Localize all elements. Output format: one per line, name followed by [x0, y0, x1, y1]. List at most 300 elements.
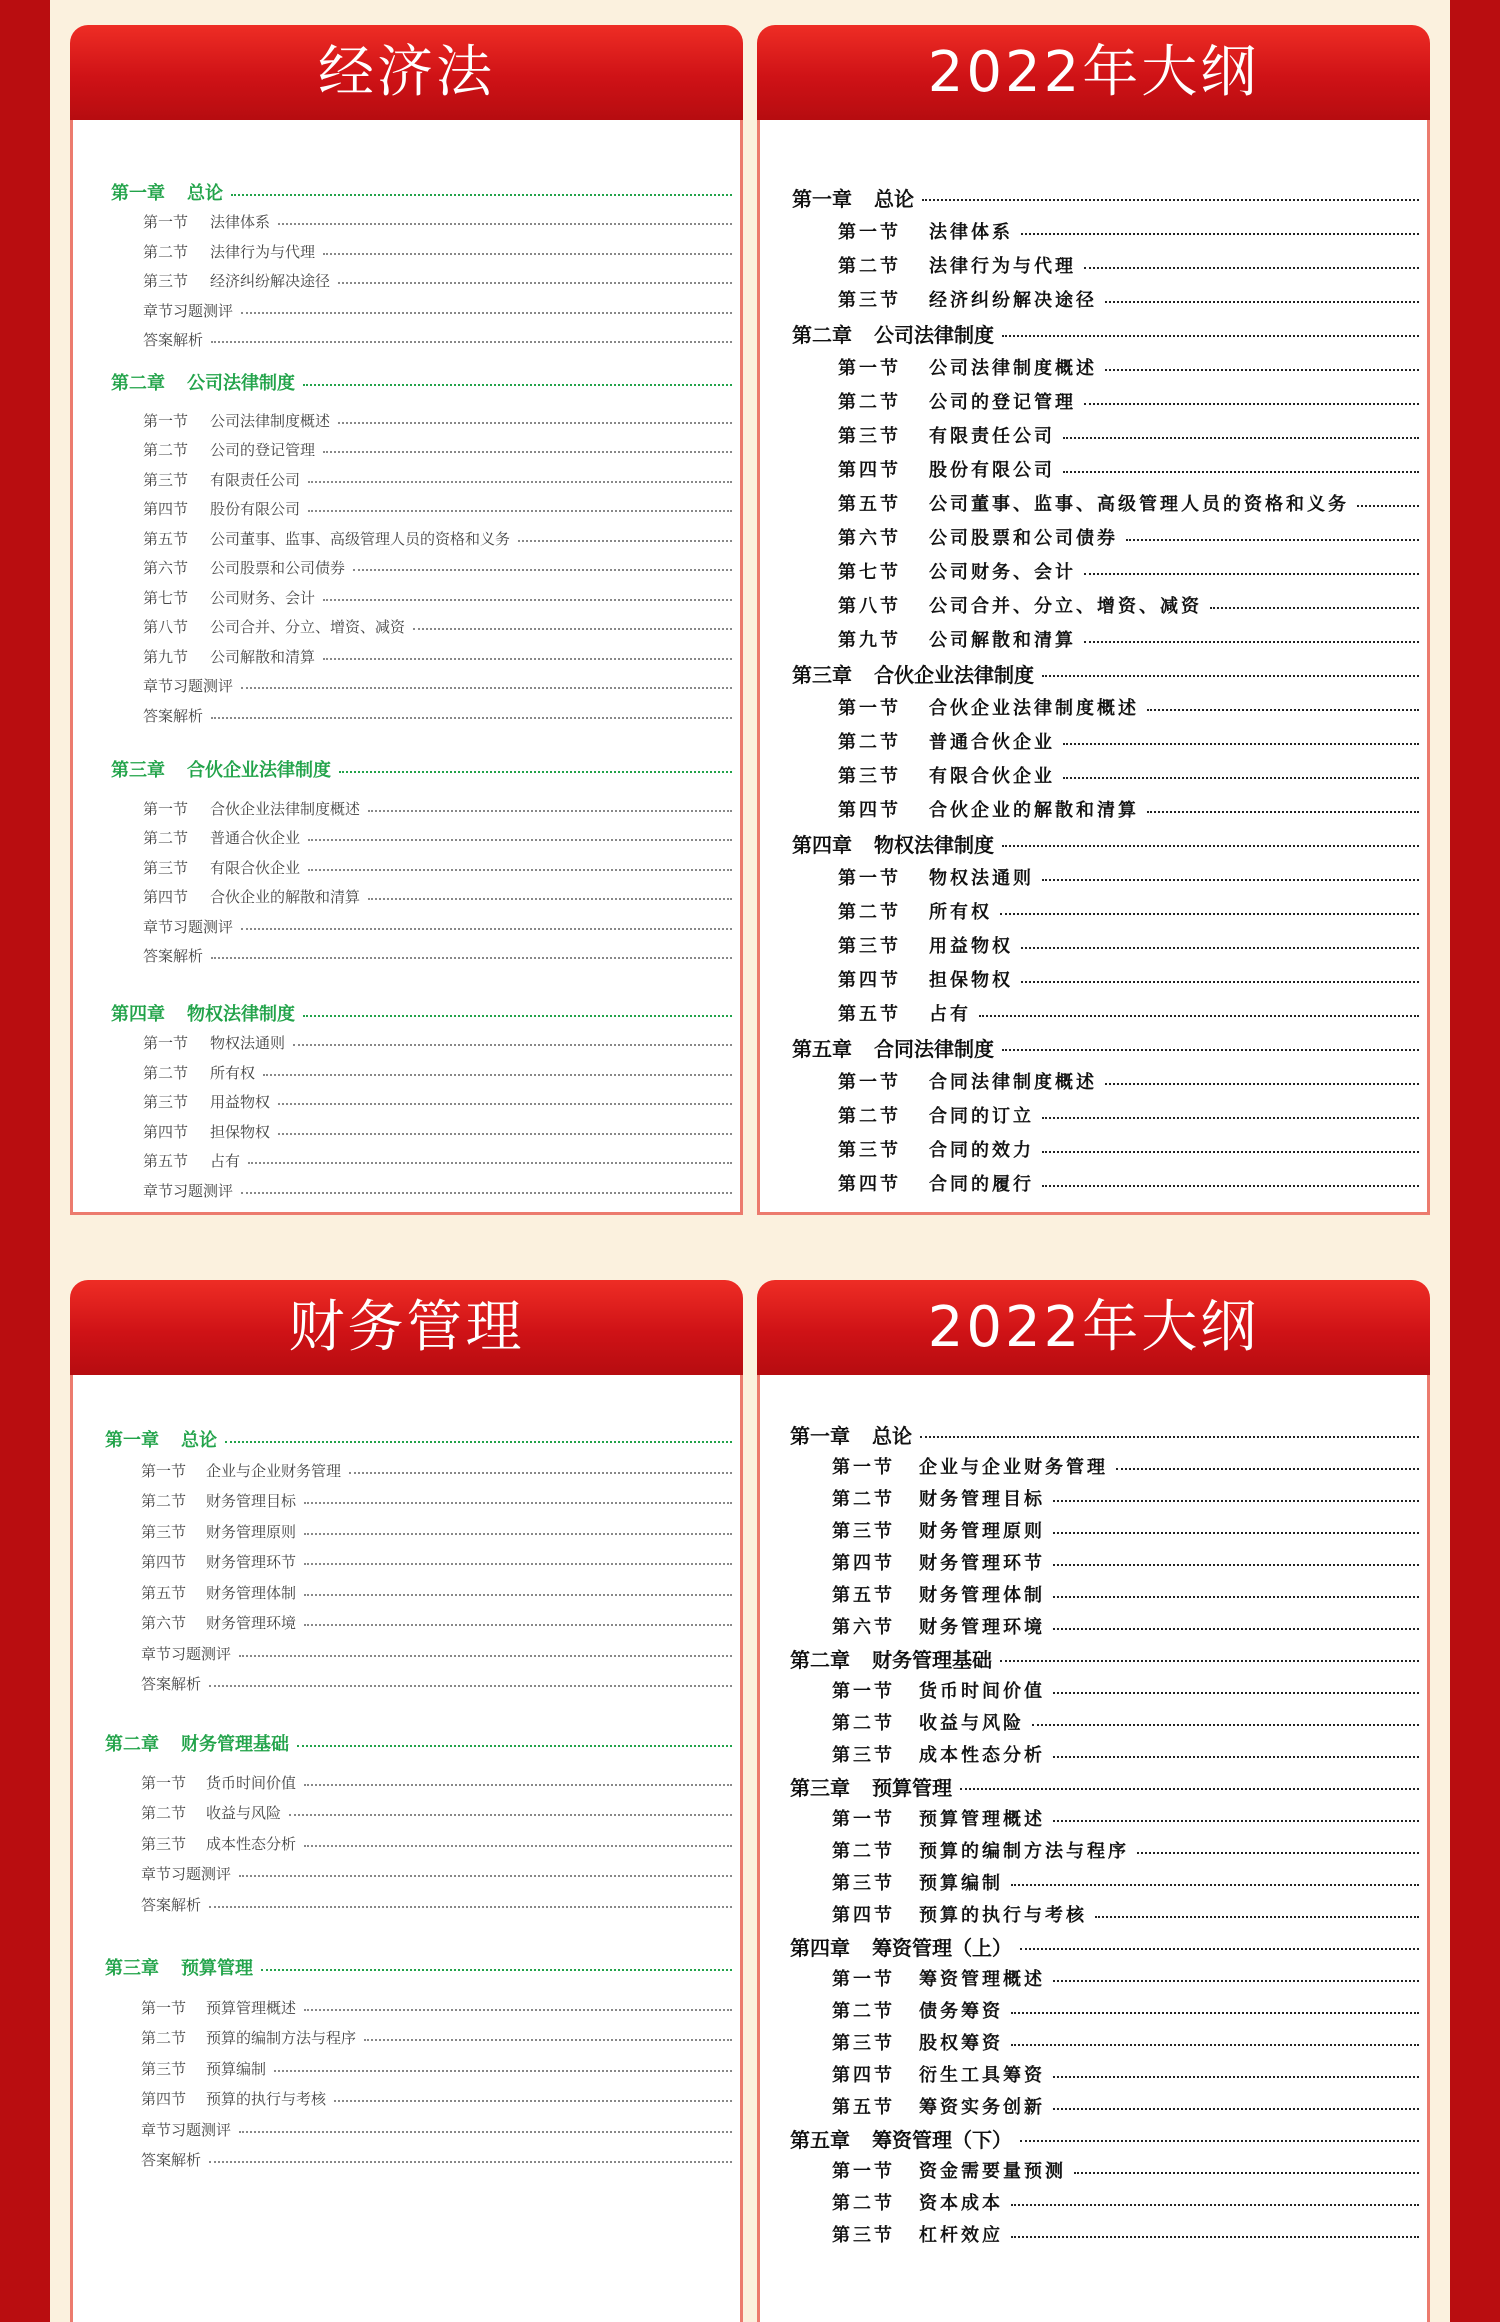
toc-list — [70, 1375, 743, 2322]
toc-section — [838, 490, 1419, 516]
toc-title: 章节习题测评 — [141, 2120, 232, 2139]
toc-entry-text — [838, 796, 1139, 822]
toc-number: 第四节 — [838, 970, 901, 991]
dot-leader — [1210, 607, 1419, 609]
dot-leader — [1063, 437, 1419, 439]
toc-chapter — [111, 756, 732, 782]
toc-entry-text — [143, 587, 315, 608]
toc-entry-text — [832, 1901, 1087, 1927]
toc-number: 第六节 — [832, 1617, 895, 1638]
toc-number: 第二节 — [838, 256, 901, 277]
dot-leader — [289, 1814, 732, 1816]
toc-entry-text — [143, 827, 300, 848]
toc-section — [143, 466, 732, 492]
toc-title: 货币时间价值 — [919, 1681, 1045, 1702]
dot-leader — [518, 540, 732, 542]
dot-leader — [241, 1192, 732, 1194]
dot-leader — [304, 1784, 732, 1786]
toc-number: 第六节 — [838, 528, 901, 549]
toc-number: 第三节 — [141, 1522, 187, 1541]
toc-entry-text — [105, 1954, 253, 1980]
dot-leader — [1116, 1468, 1419, 1470]
dot-leader — [1020, 1948, 1419, 1950]
toc-title: 章节习题测评 — [143, 676, 234, 695]
toc-section — [832, 1517, 1419, 1543]
toc-number: 第三节 — [838, 290, 901, 311]
dot-leader — [1105, 301, 1419, 303]
toc-entry-text — [832, 2093, 1045, 2119]
toc-entry-text — [790, 1772, 952, 1801]
dot-leader — [211, 717, 732, 719]
dot-leader — [209, 1906, 732, 1908]
toc-number: 第二节 — [143, 828, 189, 847]
toc-number: 第九节 — [143, 647, 189, 666]
toc-section — [832, 2157, 1419, 2183]
toc-title: 合伙企业的解散和清算 — [210, 887, 361, 906]
toc-entry-text — [838, 286, 1097, 312]
dot-leader — [1021, 947, 1419, 949]
toc-title: 经济纠纷解决途径 — [210, 271, 331, 290]
toc-section — [143, 436, 732, 462]
toc-number: 第四节 — [838, 800, 901, 821]
toc-entry-text — [141, 1643, 231, 1664]
toc-entry-text — [143, 1180, 233, 1201]
dot-leader — [1011, 2204, 1419, 2206]
toc-section — [141, 1994, 732, 2020]
toc-number: 第三节 — [143, 470, 189, 489]
toc-entry-text — [141, 1833, 296, 1854]
panel-title: 财务管理 — [288, 1295, 525, 1360]
toc-title: 公司解散和清算 — [929, 630, 1076, 651]
toc-number: 第二章 — [792, 322, 852, 347]
toc-entry-text — [141, 1863, 231, 1884]
toc-title: 公司法律制度 — [874, 322, 994, 347]
toc-number: 第二节 — [832, 1841, 895, 1862]
toc-section — [838, 626, 1419, 652]
toc-title: 财务管理体制 — [919, 1585, 1045, 1606]
toc-section — [143, 883, 732, 909]
dot-leader — [979, 1015, 1419, 1017]
toc-entry-text — [832, 1869, 1003, 1895]
toc-section — [832, 1581, 1419, 1607]
toc-section — [143, 702, 732, 728]
dot-leader — [1084, 267, 1419, 269]
toc-title: 预算的执行与考核 — [919, 1905, 1087, 1926]
toc-number: 第二节 — [143, 440, 189, 459]
toc-entry-text — [838, 252, 1076, 278]
toc-title: 成本性态分析 — [206, 1834, 297, 1853]
toc-entry-text — [143, 916, 233, 937]
toc-section — [832, 1613, 1419, 1639]
toc-title: 预算的编制方法与程序 — [919, 1841, 1129, 1862]
toc-title: 公司解散和清算 — [210, 647, 316, 666]
dot-leader — [308, 510, 732, 512]
dot-leader — [1000, 1660, 1419, 1662]
toc-chapter — [105, 1730, 732, 1756]
toc-entry-text — [143, 439, 315, 460]
toc-title: 公司财务、会计 — [210, 588, 316, 607]
toc-section — [141, 1457, 732, 1483]
panel-title: 经济法 — [318, 40, 495, 105]
toc-title: 合伙企业法律制度 — [874, 662, 1034, 687]
toc-number: 第一节 — [141, 1773, 187, 1792]
toc-entry-text — [838, 490, 1349, 516]
toc-list — [757, 120, 1430, 1215]
toc-number: 第二节 — [832, 2193, 895, 2214]
dot-leader — [231, 194, 732, 196]
toc-section — [832, 1869, 1419, 1895]
toc-number: 第二节 — [838, 1106, 901, 1127]
toc-entry-text — [141, 1802, 281, 1823]
toc-entry-text — [792, 319, 994, 348]
toc-entry-text — [838, 898, 992, 924]
toc-section — [832, 2221, 1419, 2247]
toc-title: 章节习题测评 — [141, 1864, 232, 1883]
toc-title: 担保物权 — [929, 970, 1013, 991]
toc-chapter — [790, 2125, 1419, 2151]
toc-entry-text — [143, 498, 300, 519]
panel-economic-law — [70, 25, 743, 1215]
toc-section — [838, 898, 1419, 924]
dot-leader — [323, 658, 732, 660]
toc-entry-text — [143, 1032, 285, 1053]
toc-number: 第三节 — [141, 2059, 187, 2078]
toc-number: 第一节 — [832, 1969, 895, 1990]
toc-title: 股份有限公司 — [929, 460, 1055, 481]
toc-entry-text — [141, 2149, 201, 2170]
toc-title: 预算的编制方法与程序 — [206, 2028, 357, 2047]
toc-entry-text — [143, 886, 360, 907]
dot-leader — [304, 1594, 732, 1596]
toc-section — [143, 326, 732, 352]
toc-title: 财务管理目标 — [206, 1491, 297, 1510]
toc-section — [141, 1830, 732, 1856]
toc-entry-text — [141, 1551, 296, 1572]
dot-leader — [278, 223, 732, 225]
dot-leader — [239, 1655, 732, 1657]
toc-entry-text — [790, 2124, 1012, 2153]
toc-section — [143, 672, 732, 698]
dot-leader — [353, 569, 732, 571]
toc-title: 财务管理体制 — [206, 1583, 297, 1602]
toc-list — [70, 120, 743, 1215]
dot-leader — [1042, 1185, 1419, 1187]
toc-number: 第一节 — [143, 799, 189, 818]
toc-section — [141, 1548, 732, 1574]
toc-section — [143, 613, 732, 639]
toc-title: 预算编制 — [919, 1873, 1003, 1894]
toc-section — [143, 208, 732, 234]
toc-number: 第一节 — [141, 1998, 187, 2017]
toc-number: 第三节 — [832, 2033, 895, 2054]
toc-title: 总论 — [181, 1430, 217, 1451]
dot-leader — [1053, 1500, 1419, 1502]
toc-title: 用益物权 — [929, 936, 1013, 957]
toc-entry-text — [111, 756, 331, 782]
toc-entry-text — [792, 659, 1034, 688]
toc-number: 第六节 — [141, 1613, 187, 1632]
toc-title: 财务管理环节 — [206, 1552, 297, 1571]
toc-section — [832, 2189, 1419, 2215]
dot-leader — [304, 2009, 732, 2011]
toc-number: 第三章 — [111, 760, 165, 781]
panel-header — [70, 1280, 743, 1375]
toc-title: 财务管理原则 — [919, 1521, 1045, 1542]
toc-section — [838, 762, 1419, 788]
toc-title: 衍生工具筹资 — [919, 2065, 1045, 2086]
toc-title: 公司法律制度 — [187, 373, 295, 394]
toc-number: 第三章 — [792, 662, 852, 687]
dot-leader — [1021, 981, 1419, 983]
dot-leader — [413, 628, 732, 630]
toc-chapter — [105, 1426, 732, 1452]
toc-section — [838, 864, 1419, 890]
dot-leader — [1011, 2012, 1419, 2014]
toc-entry-text — [143, 616, 405, 637]
toc-number: 第五节 — [832, 1585, 895, 1606]
toc-section — [838, 388, 1419, 414]
panel-header — [757, 25, 1430, 120]
dot-leader — [339, 771, 732, 773]
dot-leader — [241, 687, 732, 689]
toc-section — [838, 728, 1419, 754]
toc-number: 第三节 — [832, 2225, 895, 2246]
toc-number: 第三节 — [838, 1140, 901, 1161]
toc-title: 章节习题测评 — [143, 1181, 234, 1200]
toc-title: 公司董事、监事、高级管理人员的资格和义务 — [929, 494, 1349, 515]
toc-entry-text — [838, 1170, 1034, 1196]
toc-number: 第二节 — [838, 732, 901, 753]
toc-number: 第三节 — [143, 1092, 189, 1111]
toc-title: 合伙企业法律制度概述 — [210, 799, 361, 818]
toc-title: 有限责任公司 — [929, 426, 1055, 447]
toc-title: 答案解析 — [141, 2150, 202, 2169]
toc-title: 财务管理基础 — [872, 1647, 992, 1672]
toc-title: 普通合伙企业 — [210, 828, 301, 847]
toc-number: 第二节 — [141, 1803, 187, 1822]
toc-number: 第七节 — [143, 588, 189, 607]
toc-title: 财务管理环境 — [206, 1613, 297, 1632]
toc-chapter — [790, 1933, 1419, 1959]
dot-leader — [1084, 573, 1419, 575]
toc-section — [832, 2061, 1419, 2087]
toc-entry-text — [143, 469, 300, 490]
toc-entry-text — [143, 945, 203, 966]
toc-number: 第三章 — [105, 1958, 159, 1979]
toc-title: 筹资管理（上） — [872, 1935, 1012, 1960]
toc-title: 筹资管理概述 — [919, 1969, 1045, 1990]
toc-number: 第四节 — [143, 1122, 189, 1141]
dot-leader — [1084, 641, 1419, 643]
toc-title: 公司股票和公司债券 — [210, 558, 346, 577]
toc-section — [832, 1997, 1419, 2023]
toc-number: 第五章 — [792, 1036, 852, 1061]
toc-section — [838, 218, 1419, 244]
toc-number: 第五节 — [838, 1004, 901, 1025]
toc-entry-text — [105, 1730, 289, 1756]
toc-entry-text — [143, 1091, 270, 1112]
toc-number: 第四节 — [838, 1174, 901, 1195]
dot-leader — [1053, 1820, 1419, 1822]
panel-economic-law-syllabus — [757, 25, 1430, 1215]
toc-chapter — [105, 1954, 732, 1980]
dot-leader — [1053, 1756, 1419, 1758]
toc-entry-text — [832, 1997, 1003, 2023]
toc-section — [141, 1640, 732, 1666]
toc-section — [832, 1485, 1419, 1511]
toc-entry-text — [111, 179, 223, 205]
toc-number: 第一节 — [838, 222, 901, 243]
toc-title: 答案解析 — [143, 330, 204, 349]
toc-entry-text — [143, 705, 203, 726]
toc-number: 第三节 — [143, 858, 189, 877]
toc-entry-text — [141, 1460, 341, 1481]
toc-title: 筹资实务创新 — [919, 2097, 1045, 2118]
toc-section — [143, 267, 732, 293]
page-background — [50, 0, 1450, 2322]
dot-leader — [1084, 403, 1419, 405]
toc-entry-text — [838, 728, 1055, 754]
toc-entry-text — [143, 798, 360, 819]
dot-leader — [1053, 1692, 1419, 1694]
toc-entry-text — [143, 300, 233, 321]
toc-entry-text — [832, 2221, 1003, 2247]
toc-number: 第二章 — [105, 1734, 159, 1755]
toc-section — [838, 286, 1419, 312]
toc-section — [141, 1670, 732, 1696]
dot-leader — [1000, 913, 1419, 915]
dot-leader — [211, 957, 732, 959]
dot-leader — [1042, 879, 1419, 881]
toc-number: 第三章 — [790, 1775, 850, 1800]
toc-number: 第一节 — [832, 2161, 895, 2182]
toc-section — [143, 238, 732, 264]
toc-number: 第六节 — [143, 558, 189, 577]
toc-entry-text — [832, 1485, 1045, 1511]
dot-leader — [304, 1563, 732, 1565]
panel-header — [757, 1280, 1430, 1375]
toc-title: 总论 — [874, 186, 914, 211]
toc-chapter — [792, 830, 1419, 856]
toc-number: 第二章 — [790, 1647, 850, 1672]
dot-leader — [368, 898, 732, 900]
toc-title: 企业与企业财务管理 — [919, 1457, 1108, 1478]
toc-entry-text — [838, 592, 1202, 618]
toc-title: 答案解析 — [141, 1674, 202, 1693]
toc-title: 法律体系 — [210, 212, 271, 231]
toc-entry-text — [111, 1000, 295, 1026]
dot-leader — [211, 341, 732, 343]
toc-section — [143, 1177, 732, 1203]
toc-number: 第三节 — [838, 426, 901, 447]
toc-title: 公司法律制度概述 — [210, 411, 331, 430]
toc-number: 第三节 — [832, 1873, 895, 1894]
toc-entry-text — [838, 1068, 1097, 1094]
toc-number: 第一章 — [105, 1430, 159, 1451]
dot-leader — [1126, 539, 1419, 541]
dot-leader — [1032, 1724, 1419, 1726]
toc-number: 第二章 — [111, 373, 165, 394]
toc-section — [838, 422, 1419, 448]
dot-leader — [323, 253, 732, 255]
dot-leader — [323, 451, 732, 453]
toc-chapter — [792, 1034, 1419, 1060]
dot-leader — [1357, 505, 1419, 507]
toc-section — [832, 1837, 1419, 1863]
toc-title: 合伙企业的解散和清算 — [929, 800, 1139, 821]
toc-number: 第三节 — [838, 766, 901, 787]
toc-title: 股权筹资 — [919, 2033, 1003, 2054]
toc-title: 合伙企业法律制度 — [187, 760, 331, 781]
toc-section — [838, 932, 1419, 958]
toc-entry-text — [838, 966, 1013, 992]
toc-entry-text — [832, 1741, 1045, 1767]
toc-number: 第二节 — [832, 1489, 895, 1510]
toc-entry-text — [143, 410, 330, 431]
toc-section — [143, 795, 732, 821]
toc-title: 预算管理概述 — [206, 1998, 297, 2017]
toc-title: 杠杆效应 — [919, 2225, 1003, 2246]
dot-leader — [1053, 1596, 1419, 1598]
toc-entry-text — [790, 1644, 992, 1673]
toc-section — [141, 1891, 732, 1917]
toc-number: 第一节 — [832, 1809, 895, 1830]
toc-title: 成本性态分析 — [919, 1745, 1045, 1766]
toc-number: 第四节 — [141, 2089, 187, 2108]
toc-section — [143, 824, 732, 850]
toc-entry-text — [838, 1000, 971, 1026]
toc-section — [838, 252, 1419, 278]
toc-title: 物权法通则 — [929, 868, 1034, 889]
toc-section — [832, 1453, 1419, 1479]
dot-leader — [1020, 2140, 1419, 2142]
toc-section — [838, 558, 1419, 584]
toc-title: 占有 — [929, 1004, 971, 1025]
toc-title: 法律行为与代理 — [929, 256, 1076, 277]
dot-leader — [248, 1162, 732, 1164]
toc-entry-text — [141, 1772, 296, 1793]
toc-number: 第四节 — [832, 2065, 895, 2086]
dot-leader — [1011, 1884, 1419, 1886]
toc-entry-text — [832, 1549, 1045, 1575]
toc-title: 有限责任公司 — [210, 470, 301, 489]
toc-title: 法律行为与代理 — [210, 242, 316, 261]
toc-number: 第三节 — [832, 1521, 895, 1542]
toc-entry-text — [832, 2189, 1003, 2215]
panel-title: 2022年大纲 — [927, 40, 1260, 105]
toc-number: 第八节 — [143, 617, 189, 636]
toc-title: 预算管理 — [181, 1958, 253, 1979]
dot-leader — [308, 869, 732, 871]
toc-number: 第一节 — [141, 1461, 187, 1480]
toc-section — [832, 1549, 1419, 1575]
dot-leader — [323, 599, 732, 601]
toc-section — [141, 1769, 732, 1795]
dot-leader — [297, 1745, 732, 1747]
toc-entry-text — [143, 675, 233, 696]
toc-section — [838, 1000, 1419, 1026]
toc-section — [143, 1147, 732, 1173]
toc-number: 第二节 — [141, 2028, 187, 2047]
toc-section — [832, 1709, 1419, 1735]
toc-chapter — [792, 660, 1419, 686]
toc-title: 公司合并、分立、增资、减资 — [929, 596, 1202, 617]
toc-entry-text — [141, 2027, 356, 2048]
dot-leader — [304, 1845, 732, 1847]
toc-chapter — [790, 1421, 1419, 1447]
toc-entry-text — [838, 456, 1055, 482]
dot-leader — [1147, 811, 1419, 813]
